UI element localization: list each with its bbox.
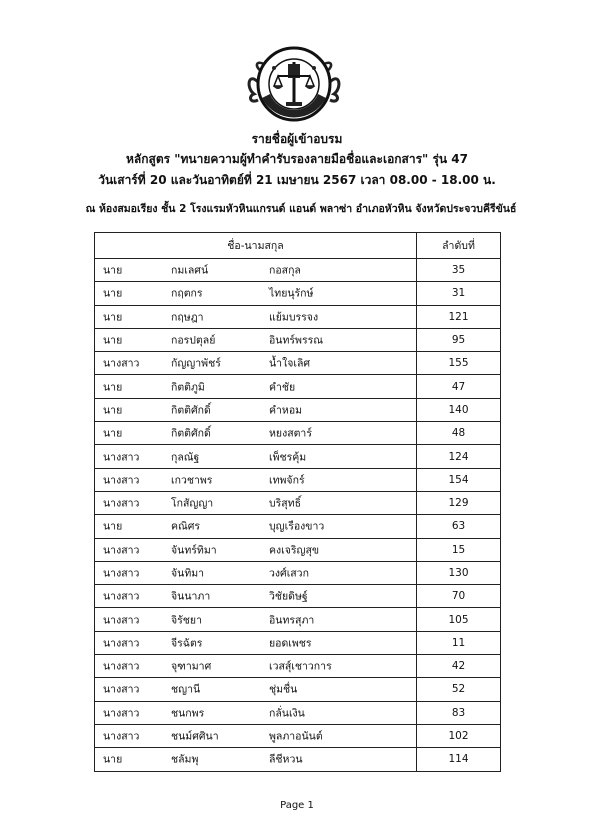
attendee-first-name: กฤษฎา bbox=[171, 311, 204, 324]
attendee-last-name: กลั่นเงิน bbox=[269, 707, 305, 720]
attendee-title: นาย bbox=[103, 311, 123, 324]
lawyers-council-seal-logo bbox=[244, 42, 344, 124]
attendee-title: นางสาว bbox=[103, 474, 140, 487]
attendee-name-cell bbox=[95, 375, 417, 398]
table-row bbox=[95, 282, 501, 305]
attendee-first-name: กิตติศักดิ์ bbox=[171, 427, 211, 440]
attendee-last-name: คงเจริญสุข bbox=[269, 544, 320, 557]
table-row bbox=[95, 445, 501, 468]
attendee-name-cell bbox=[95, 585, 417, 608]
attendee-number: 48 bbox=[417, 422, 501, 445]
table-row bbox=[95, 259, 501, 282]
table-row bbox=[95, 352, 501, 375]
column-header-name: ชื่อ-นามสกุล bbox=[95, 233, 417, 259]
attendee-last-name: ยอดเพชร bbox=[269, 637, 312, 650]
attendee-first-name: คณิศร bbox=[171, 520, 201, 533]
table-row bbox=[95, 538, 501, 561]
attendee-title: นาย bbox=[103, 427, 123, 440]
attendee-last-name: วงศ์เสวก bbox=[269, 567, 309, 580]
attendee-title: นางสาว bbox=[103, 567, 140, 580]
course-title: หลักสูตร "ทนายความผู้ทำคำรับรองลายมือชื่อและเอกสาร" รุ่น 47 bbox=[126, 152, 468, 166]
attendee-name-cell bbox=[95, 631, 417, 654]
attendee-number: 102 bbox=[417, 724, 501, 747]
attendee-number: 95 bbox=[417, 328, 501, 351]
table-row bbox=[95, 631, 501, 654]
attendee-title: นางสาว bbox=[103, 451, 140, 464]
attendee-title: นางสาว bbox=[103, 590, 140, 603]
table-row bbox=[95, 398, 501, 421]
table-row bbox=[95, 515, 501, 538]
attendee-first-name: กฤตกร bbox=[171, 287, 203, 300]
attendee-name-cell bbox=[95, 515, 417, 538]
attendee-name-cell bbox=[95, 748, 417, 771]
attendee-title: นางสาว bbox=[103, 637, 140, 650]
attendee-name-cell bbox=[95, 724, 417, 747]
attendee-name-cell bbox=[95, 352, 417, 375]
attendee-number: 70 bbox=[417, 585, 501, 608]
attendee-first-name: กุลณัฐ bbox=[171, 451, 200, 464]
table-row bbox=[95, 585, 501, 608]
table-row bbox=[95, 748, 501, 771]
attendee-last-name: อินทร์พรรณ bbox=[269, 334, 323, 347]
table-header-row bbox=[95, 233, 501, 259]
attendee-name-cell bbox=[95, 491, 417, 514]
attendee-last-name: น้ำใจเลิศ bbox=[269, 357, 311, 370]
attendee-first-name: โกสัญญา bbox=[171, 497, 214, 510]
attendee-last-name: คำหอม bbox=[269, 404, 303, 417]
attendee-number: 11 bbox=[417, 631, 501, 654]
attendee-last-name: วิชัยดิษฐ์ bbox=[269, 590, 308, 603]
table-row bbox=[95, 561, 501, 584]
table-row bbox=[95, 678, 501, 701]
attendee-first-name: จินนาภา bbox=[171, 590, 211, 603]
column-header-number: ลำดับที่ bbox=[417, 233, 501, 259]
attendee-name-cell bbox=[95, 538, 417, 561]
attendee-title: นาย bbox=[103, 264, 123, 277]
attendee-last-name: หยงสตาร์ bbox=[269, 427, 312, 440]
table-row bbox=[95, 491, 501, 514]
table-row bbox=[95, 701, 501, 724]
table-row bbox=[95, 422, 501, 445]
attendee-title: นาย bbox=[103, 334, 123, 347]
attendee-name-cell bbox=[95, 445, 417, 468]
attendee-name-cell bbox=[95, 282, 417, 305]
attendee-number: 129 bbox=[417, 491, 501, 514]
attendee-first-name: ชลัมพุ bbox=[171, 753, 199, 766]
attendee-number: 154 bbox=[417, 468, 501, 491]
attendee-number: 47 bbox=[417, 375, 501, 398]
attendee-number: 83 bbox=[417, 701, 501, 724]
attendee-title: นาย bbox=[103, 381, 123, 394]
table-row bbox=[95, 608, 501, 631]
attendee-name-cell bbox=[95, 398, 417, 421]
attendee-name-cell bbox=[95, 701, 417, 724]
table-row bbox=[95, 305, 501, 328]
attendee-table bbox=[94, 232, 501, 772]
attendee-last-name: บุญเรืองขาว bbox=[269, 520, 325, 533]
attendee-title: นางสาว bbox=[103, 357, 140, 370]
attendee-name-cell bbox=[95, 328, 417, 351]
attendee-title: นางสาว bbox=[103, 707, 140, 720]
attendee-first-name: กิตติศักดิ์ bbox=[171, 404, 211, 417]
attendee-title: นางสาว bbox=[103, 683, 140, 696]
document-title: รายชื่อผู้เข้าอบรม bbox=[251, 132, 343, 146]
attendee-last-name: พูลภาอนันต์ bbox=[269, 730, 323, 743]
table-row bbox=[95, 655, 501, 678]
attendee-number: 124 bbox=[417, 445, 501, 468]
attendee-first-name: จีรฉัตร bbox=[171, 637, 203, 650]
table-row bbox=[95, 328, 501, 351]
attendee-last-name: เทพจักร์ bbox=[269, 474, 305, 487]
attendee-first-name: กิตติภูมิ bbox=[171, 381, 205, 394]
attendee-last-name: เวสสุ์เชาวการ bbox=[269, 660, 332, 673]
attendee-number: 31 bbox=[417, 282, 501, 305]
attendee-number: 114 bbox=[417, 748, 501, 771]
attendee-number: 52 bbox=[417, 678, 501, 701]
attendee-number: 130 bbox=[417, 561, 501, 584]
attendee-last-name: อินทรสุภา bbox=[269, 614, 315, 627]
attendee-number: 121 bbox=[417, 305, 501, 328]
attendee-number: 105 bbox=[417, 608, 501, 631]
attendee-title: นางสาว bbox=[103, 660, 140, 673]
attendee-last-name: แย้มบรรจง bbox=[269, 311, 319, 324]
attendee-title: นางสาว bbox=[103, 730, 140, 743]
attendee-last-name: เพ็ชรคุ้ม bbox=[269, 451, 307, 464]
attendee-number: 42 bbox=[417, 655, 501, 678]
attendee-number: 35 bbox=[417, 259, 501, 282]
attendee-name-cell bbox=[95, 561, 417, 584]
attendee-name-cell bbox=[95, 305, 417, 328]
course-venue: ณ ห้องสมอเรียง ชั้น 2 โรงแรมหัวหินแกรนด์ แอนด์ พลาซ่า อำเภอหัวหิน จังหวัดประจวบคีรีขันธ์ bbox=[85, 203, 517, 215]
table-row bbox=[95, 375, 501, 398]
attendee-title: นาย bbox=[103, 287, 123, 300]
attendee-first-name: จุฑามาศ bbox=[171, 660, 212, 673]
attendee-last-name: ไทยนุรักษ์ bbox=[269, 287, 314, 300]
attendee-title: นาย bbox=[103, 753, 123, 766]
attendee-first-name: กอรปตุลย์ bbox=[171, 334, 216, 347]
attendee-title: นางสาว bbox=[103, 497, 140, 510]
attendee-rows bbox=[95, 259, 501, 772]
attendee-first-name: จันทร์ทิมา bbox=[171, 544, 217, 557]
attendee-last-name: กอสกุล bbox=[269, 264, 301, 277]
attendee-first-name: ชนกพร bbox=[171, 707, 205, 720]
attendee-last-name: ลีชีหวน bbox=[269, 753, 303, 766]
attendee-name-cell bbox=[95, 468, 417, 491]
attendee-last-name: ชุ่มชื่น bbox=[269, 683, 298, 696]
attendee-first-name: ชนม์ศศินา bbox=[171, 730, 219, 743]
attendee-name-cell bbox=[95, 678, 417, 701]
attendee-first-name: กมเลศน์ bbox=[171, 264, 209, 277]
attendee-number: 15 bbox=[417, 538, 501, 561]
attendee-last-name: คำชัย bbox=[269, 381, 296, 394]
attendee-first-name: จันทิมา bbox=[171, 567, 205, 580]
attendee-title: นางสาว bbox=[103, 614, 140, 627]
table-row bbox=[95, 724, 501, 747]
attendee-last-name: บริสุทธิ์ bbox=[269, 497, 302, 510]
attendee-title: นาย bbox=[103, 520, 123, 533]
attendee-first-name: เกวชาพร bbox=[171, 474, 213, 487]
attendee-name-cell bbox=[95, 655, 417, 678]
attendee-number: 63 bbox=[417, 515, 501, 538]
attendee-first-name: ชญานี bbox=[171, 683, 201, 696]
attendee-name-cell bbox=[95, 608, 417, 631]
attendee-name-cell bbox=[95, 422, 417, 445]
attendee-number: 155 bbox=[417, 352, 501, 375]
attendee-title: นาย bbox=[103, 404, 123, 417]
course-date-time: วันเสาร์ที่ 20 และวันอาทิตย์ที่ 21 เมษายน 2567 เวลา 08.00 - 18.00 น. bbox=[98, 173, 496, 187]
attendee-title: นางสาว bbox=[103, 544, 140, 557]
attendee-name-cell bbox=[95, 259, 417, 282]
attendee-first-name: กัญญาพัชร์ bbox=[171, 357, 221, 370]
attendee-number: 140 bbox=[417, 398, 501, 421]
table-row bbox=[95, 468, 501, 491]
page-number: Page 1 bbox=[280, 800, 314, 811]
attendee-first-name: จิรัชยา bbox=[171, 614, 202, 627]
